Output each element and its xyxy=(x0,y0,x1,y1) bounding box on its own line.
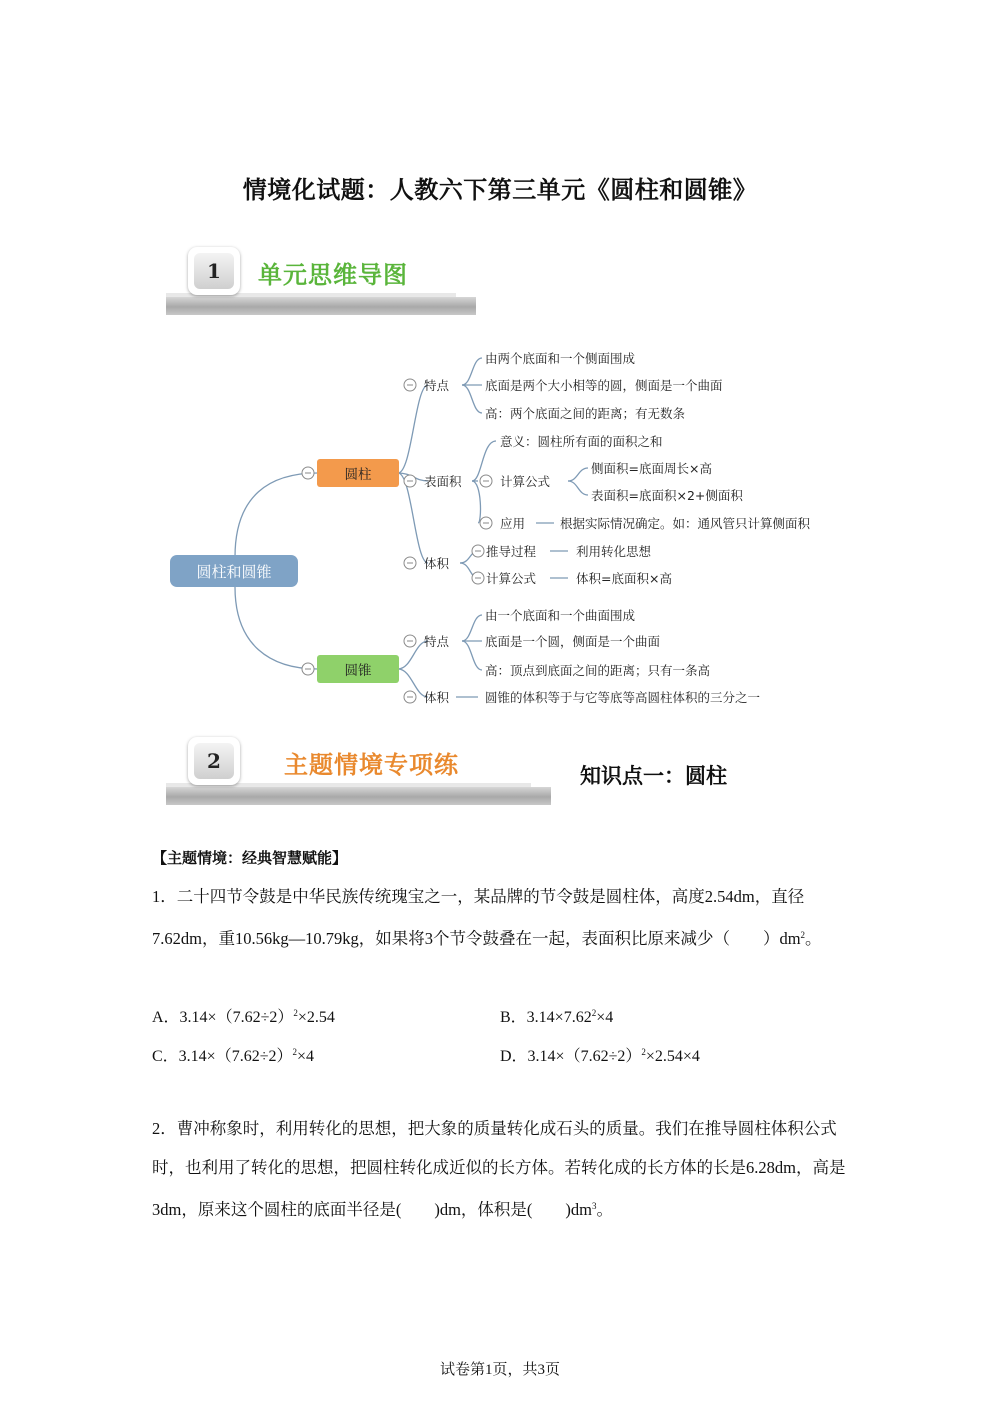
section-title: 主题情境专项练 xyxy=(284,750,459,779)
cyl-formula-label: 计算公式 xyxy=(500,474,551,489)
question-1: 1．二十四节令鼓是中华民族传统瑰宝之一，某品牌的节令鼓是圆柱体，高度2.54dm，直径7.62dm，重10.56kg—10.79kg，如果将3个节令鼓叠在一起，表面积比原来减少（ ）$dm^2$。 xyxy=(152,887,822,948)
section-title: 单元思维导图 xyxy=(258,260,408,289)
cone-feature-3: 高：顶点到底面之间的距离；只有一条高 xyxy=(485,663,711,678)
cyl-features-label: 特点 xyxy=(424,378,450,393)
cyl-application: 根据实际情况确定。如：通风管只计算侧面积 xyxy=(560,516,811,531)
cone-features-label: 特点 xyxy=(424,634,450,649)
cyl-feature-1: 由两个底面和一个侧面围成 xyxy=(485,351,636,366)
cylinder-node: 圆柱 xyxy=(344,467,372,483)
section-number-badge: 2 xyxy=(188,737,240,785)
cyl-formula-1: 侧面积=底面周长×高 xyxy=(591,461,712,476)
option-c: C．$3.14\times(7.62\div 2)^2\times 4$ xyxy=(152,1047,315,1065)
cyl-volume-label: 体积 xyxy=(424,556,450,571)
page-title: 情境化试题：人教六下第三单元《圆柱和圆锥》 xyxy=(242,176,758,204)
cone-feature-2: 底面是一个圆，侧面是一个曲面 xyxy=(485,634,661,649)
mind-map xyxy=(160,335,860,710)
question-1-text: 1．二十四节令鼓是中华民族传统瑰宝之一，某品牌的节令鼓是圆柱体，高度2.54dm，直径7.62dm，重10.56kg—10.79kg，如果将3个节令鼓叠在一起，表面积比原来减少（ ）dm xyxy=(152,887,805,948)
knowledge-point-title: 知识点一：圆柱 xyxy=(580,764,727,788)
page-footer: 试卷第1页，共3页 xyxy=(439,1362,560,1378)
section-number-badge: 1 xyxy=(188,247,240,295)
root-node: 圆柱和圆锥 xyxy=(196,563,272,581)
section-banner-2 xyxy=(166,733,551,805)
cyl-formula-2: 表面积=底面积×2+侧面积 xyxy=(591,488,743,503)
cone-node: 圆锥 xyxy=(344,663,372,679)
cone-feature-1: 由一个底面和一个曲面围成 xyxy=(485,608,636,623)
section-banner-1 xyxy=(166,243,476,315)
superscript: 2 xyxy=(800,930,806,940)
cyl-derivation: 利用转化思想 xyxy=(576,544,652,559)
superscript: 3 xyxy=(591,1201,597,1211)
option-d: D．$3.14\times(7.62\div 2)^2\times 2.54\times 4$ xyxy=(500,1047,700,1065)
cyl-surface-label: 表面积 xyxy=(424,474,462,489)
theme-heading: 【主题情境：经典智慧赋能】 xyxy=(152,849,348,867)
question-2-text: 2．曹冲称象时，利用转化的思想，把大象的质量转化成石头的质量。我们在推导圆柱体积公式时，也利用了转化的思想，把圆柱转化成近似的长方体。若转化成的长方体的长是6.28dm，高是3dm，原来这个圆柱的底面半径是( )dm，体积是( )dm xyxy=(152,1119,846,1219)
cyl-feature-3: 高：两个底面之间的距离；有无数条 xyxy=(485,406,686,421)
cyl-derivation-label: 推导过程 xyxy=(486,544,537,559)
option-b: B．$3.14\times 7.62^2\times 4$ xyxy=(500,1008,614,1026)
cyl-volume-formula-label: 计算公式 xyxy=(486,571,537,586)
cyl-application-label: 应用 xyxy=(500,516,526,531)
option-a: A．$3.14\times(7.62\div 2)^2\times 2.54$ xyxy=(152,1008,335,1026)
cone-volume-label: 体积 xyxy=(424,690,450,705)
cyl-feature-2: 底面是两个大小相等的圆，侧面是一个曲面 xyxy=(485,378,723,393)
cyl-volume-formula: 体积=底面积×高 xyxy=(576,571,672,586)
cyl-surface-meaning: 意义：圆柱所有面的面积之和 xyxy=(500,434,663,449)
question-2: 2．曹冲称象时，利用转化的思想，把大象的质量转化成石头的质量。我们在推导圆柱体积公式时，也利用了转化的思想，把圆柱转化成近似的长方体。若转化成的长方体的长是6.28dm，高是3dm，原来这个圆柱的底面半径是( )dm，体积是( )$dm^3$。 xyxy=(152,1119,846,1219)
cone-volume: 圆锥的体积等于与它等底等高圆柱体积的三分之一 xyxy=(485,690,761,705)
